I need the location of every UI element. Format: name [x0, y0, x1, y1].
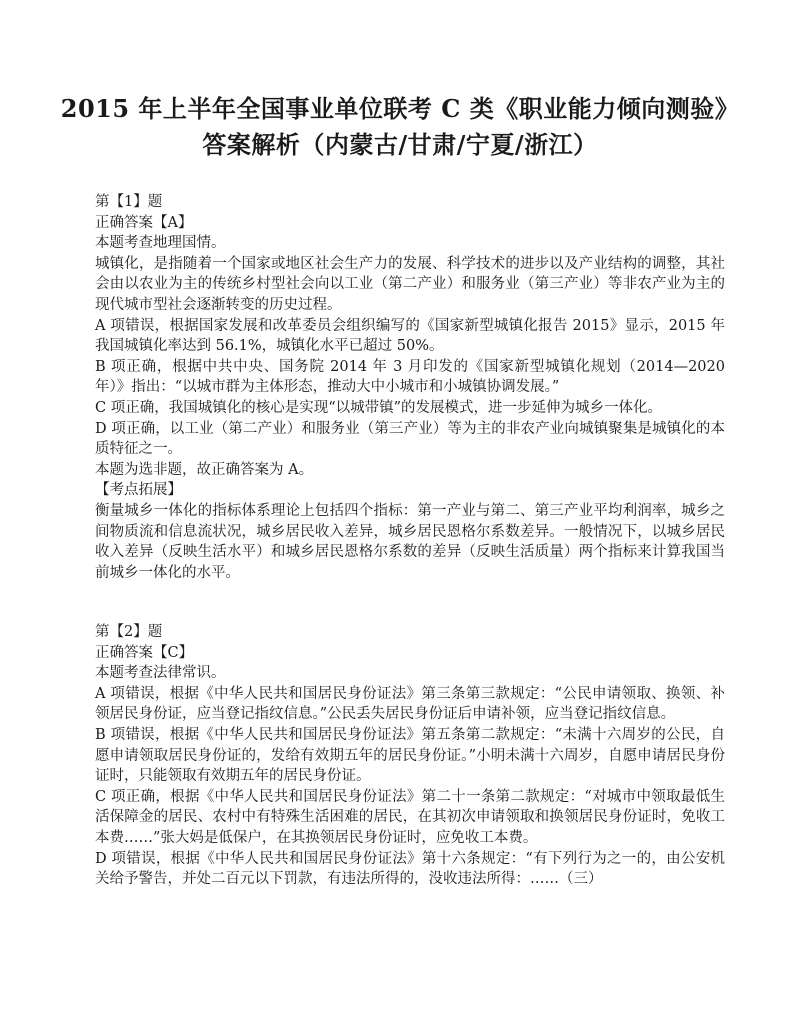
- section-heading-extension: 【考点拓展】: [95, 482, 182, 499]
- correct-answer: 正确答案【C】: [95, 644, 194, 661]
- explanation-paragraph: 城镇化，是指随着一个国家或地区社会生产力的发展、科学技术的进步以及产业结构的调整，其社会由以农业为主的传统乡村型社会向以工业（第二产业）和服务业（第三产业）等非农产业为主的现代城市型社会逐渐转变的历史过程。: [95, 255, 725, 313]
- document-title-line1: 2015 年上半年全国事业单位联考 C 类《职业能力倾向测验》: [60, 94, 740, 123]
- explanation-paragraph: A 项错误，根据《中华人民共和国居民身份证法》第三条第三款规定：“公民申请领取、换领、补领居民身份证，应当登记指纹信息。”公民丢失居民身份证后申请补领，应当登记指纹信息。: [95, 685, 725, 723]
- explanation-paragraph: B 项正确，根据中共中央、国务院 2014 年 3 月印发的《国家新型城镇化规划（2014—2020 年）》指出：“以城市群为主体形态，推动大中小城市和小城镇协调发展。”: [95, 358, 725, 396]
- correct-answer: 正确答案【A】: [95, 214, 193, 231]
- explanation-paragraph: A 项错误，根据国家发展和改革委员会组织编写的《国家新型城镇化报告 2015》显示，2015 年我国城镇化率达到 56.1%，城镇化水平已超过 50%。: [95, 317, 725, 355]
- question-2: [95, 622, 725, 890]
- question-1: [95, 192, 725, 583]
- explanation-paragraph: B 项错误，根据《中华人民共和国居民身份证法》第五条第二款规定：“未满十六周岁的公民，自愿申请领取居民身份证的，发给有效期五年的居民身份证。”小明未满十六周岁，自愿申请居民身份证时，只能领取有效期五年的居民身份证。: [95, 726, 725, 785]
- explanation-paragraph: D 项正确，以工业（第二产业）和服务业（第三产业）等为主的非农产业向城镇聚集是城镇化的本质特征之一。: [95, 420, 725, 458]
- document-title-line2: 答案解析（内蒙古/甘肃/宁夏/浙江）: [202, 130, 598, 159]
- explanation-paragraph: 衡量城乡一体化的指标体系理论上包括四个指标：第一产业与第二、第三产业平均利润率，城乡之间物质流和信息流状况，城乡居民收入差异，城乡居民恩格尔系数差异。一般情况下，以城乡居民收入差异（反映生活水平）和城乡居民恩格尔系数的差异（反映生活质量）两个指标来计算我国当前城乡一体化的水平。: [95, 502, 725, 581]
- question-topic: 本题考查法律常识。: [95, 665, 226, 682]
- question-header: 第【1】题: [95, 194, 163, 210]
- question-topic: 本题考查地理国情。: [95, 235, 226, 252]
- explanation-paragraph: D 项错误，根据《中华人民共和国居民身份证法》第十六条规定：“有下列行为之一的，由公安机关给予警告，并处二百元以下罚款，有违法所得的，没收违法所得：……（三）: [95, 850, 725, 888]
- explanation-paragraph: C 项正确，根据《中华人民共和国居民身份证法》第二十一条第二款规定：“对城市中领取最低生活保障金的居民、农村中有特殊生活困难的居民，在其初次申请领取和换领居民身份证时，免收工本费……”张大妈是低保户，在其换领居民身份证时，应免收工本费。: [95, 788, 725, 846]
- explanation-paragraph: C 项正确，我国城镇化的核心是实现“以城带镇”的发展模式，进一步延伸为城乡一体化。: [95, 399, 663, 416]
- question-header: 第【2】题: [95, 624, 163, 640]
- explanation-paragraph: 本题为选非题，故正确答案为 A。: [95, 461, 314, 478]
